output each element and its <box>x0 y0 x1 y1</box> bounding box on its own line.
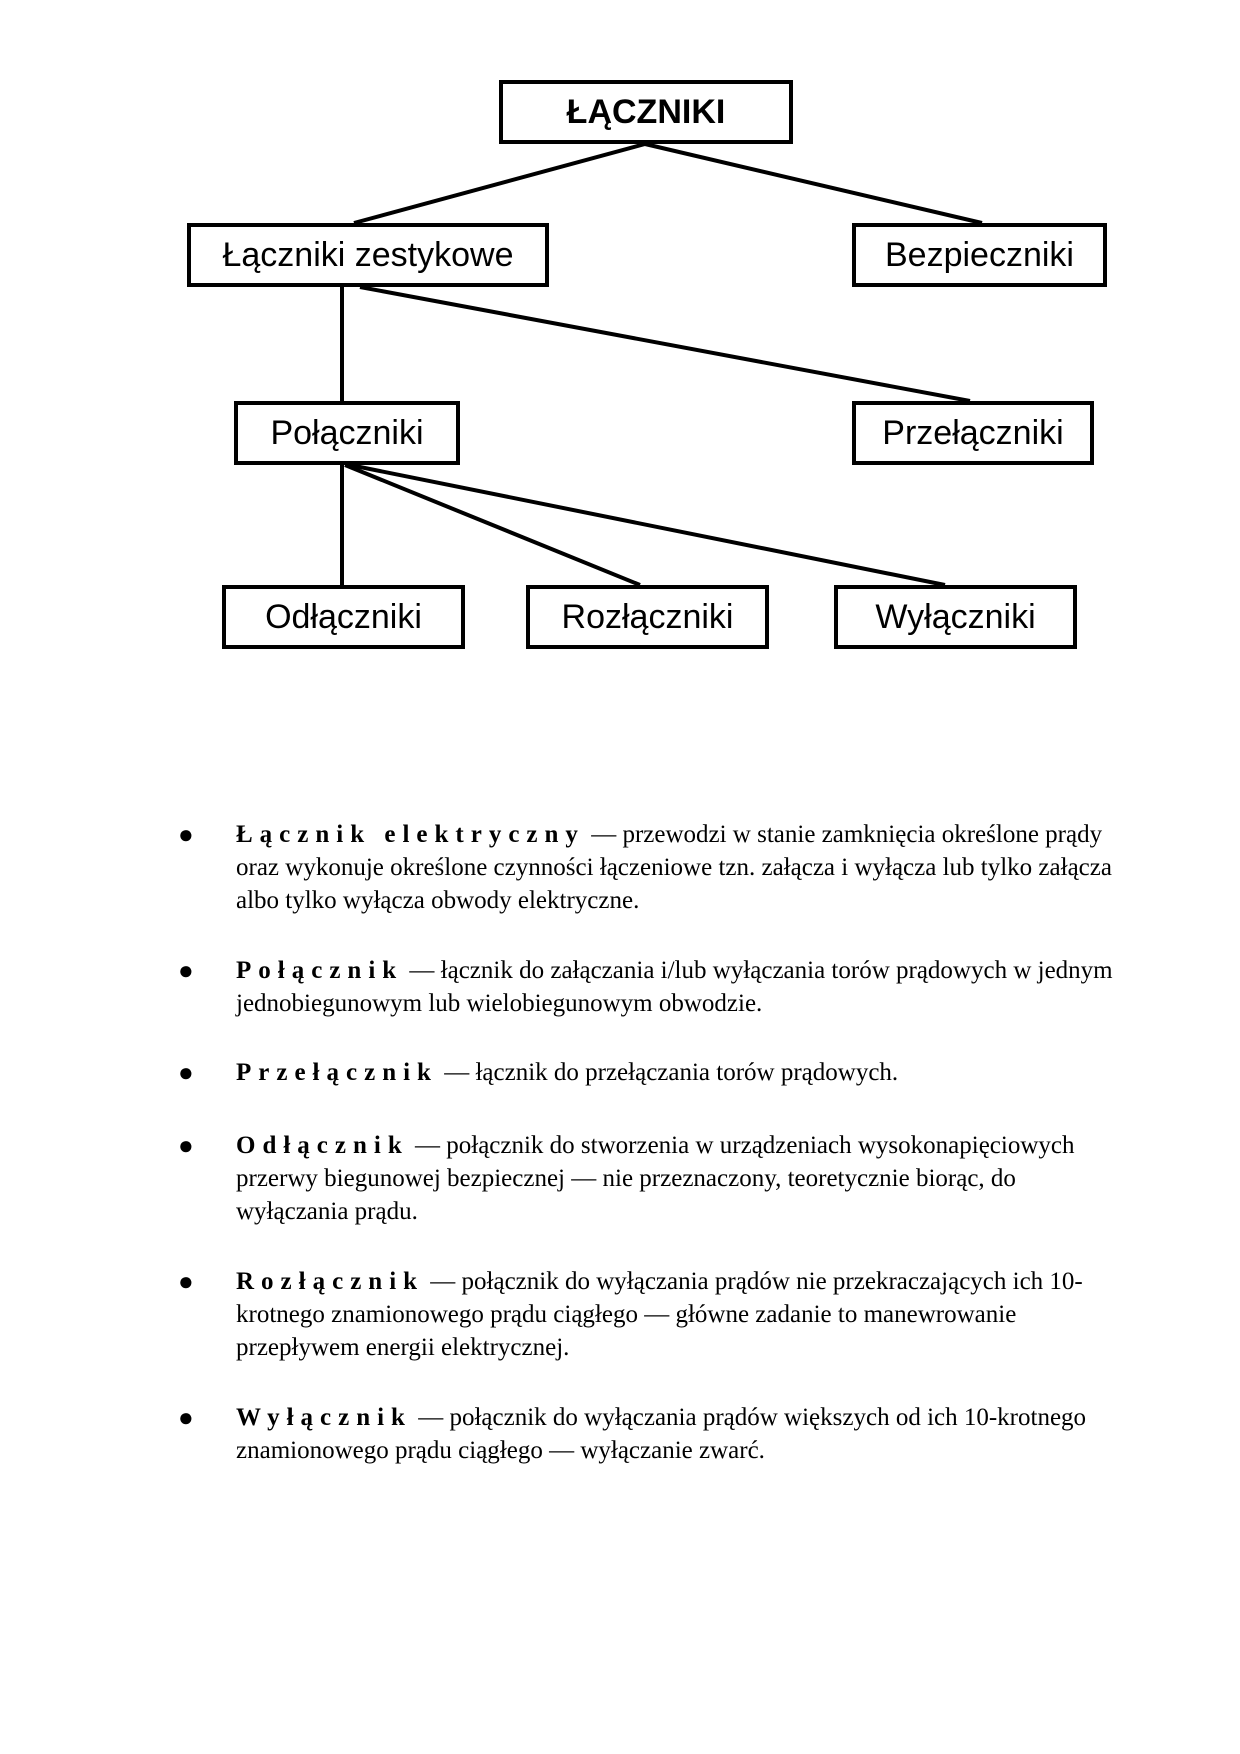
edge-zestykowe-przelaczniki <box>360 287 970 401</box>
bullet-icon: ● <box>178 1058 194 1087</box>
definition-text: — łącznik do załączania i/lub wyłączania torów prądowych w jednym jednobiegunowym lub wielobiegunowym obwodzie. <box>236 957 1113 1017</box>
node-laczniki: ŁĄCZNIKI <box>499 80 793 144</box>
edge-root-zestykowe <box>354 144 645 223</box>
definition-lacznik-elektryczny <box>178 818 1133 917</box>
node-bezpieczniki: Bezpieczniki <box>852 223 1107 287</box>
definition-text: — połącznik do stworzenia w urządzeniach wysokonapięciowych przerwy biegunowej bezpiecznej — nie przeznaczony, teoretycznie biorąc, do wyłączania prądu. <box>236 1132 1075 1225</box>
definition-term: Przełącznik <box>236 1059 438 1086</box>
bullet-icon: ● <box>178 1403 194 1432</box>
node-wylaczniki: Wyłączniki <box>834 585 1077 649</box>
definition-rozlacznik <box>178 1265 1133 1364</box>
definition-term: Odłącznik <box>236 1132 409 1159</box>
definition-odlacznik <box>178 1129 1133 1228</box>
node-laczniki-zestykowe: Łączniki zestykowe <box>187 223 549 287</box>
definition-przelacznik <box>178 1056 1133 1089</box>
node-przelaczniki: Przełączniki <box>852 401 1094 465</box>
definition-term: Rozłącznik <box>236 1268 425 1295</box>
edge-root-bezpieczniki <box>645 144 982 223</box>
definition-term: Łącznik elektryczny <box>236 821 585 848</box>
bullet-icon: ● <box>178 820 194 849</box>
definition-text: — przewodzi w stanie zamknięcia określone prądy oraz wykonuje określone czynności łączeniowe tzn. załącza i wyłącza lub tylko załącza albo tylko wyłącza obwody elektryczne. <box>236 821 1112 914</box>
definition-term: Połącznik <box>236 957 404 984</box>
definition-term: Wyłącznik <box>236 1404 412 1431</box>
bullet-icon: ● <box>178 1267 194 1296</box>
definition-text: — połącznik do wyłączania prądów większych od ich 10-krotnego znamionowego prądu ciągłego — wyłączanie zwarć. <box>236 1404 1087 1464</box>
node-polaczniki: Połączniki <box>234 401 460 465</box>
definition-text: — łącznik do przełączania torów prądowych. <box>437 1059 899 1086</box>
bullet-icon: ● <box>178 1131 194 1160</box>
definition-text: — połącznik do wyłączania prądów nie przekraczających ich 10-krotnego znamionowego prądu ciągłego — główne zadanie to manewrowanie przepływem energii elektrycznej. <box>236 1268 1083 1361</box>
edge-polaczniki-rozlaczniki <box>345 465 640 585</box>
definitions-list <box>178 818 1133 1467</box>
definition-polacznik <box>178 954 1133 1020</box>
edge-polaczniki-wylaczniki <box>350 465 945 585</box>
definition-wylacznik <box>178 1401 1133 1467</box>
node-rozlaczniki: Rozłączniki <box>526 585 769 649</box>
node-odlaczniki: Odłączniki <box>222 585 465 649</box>
bullet-icon: ● <box>178 956 194 985</box>
